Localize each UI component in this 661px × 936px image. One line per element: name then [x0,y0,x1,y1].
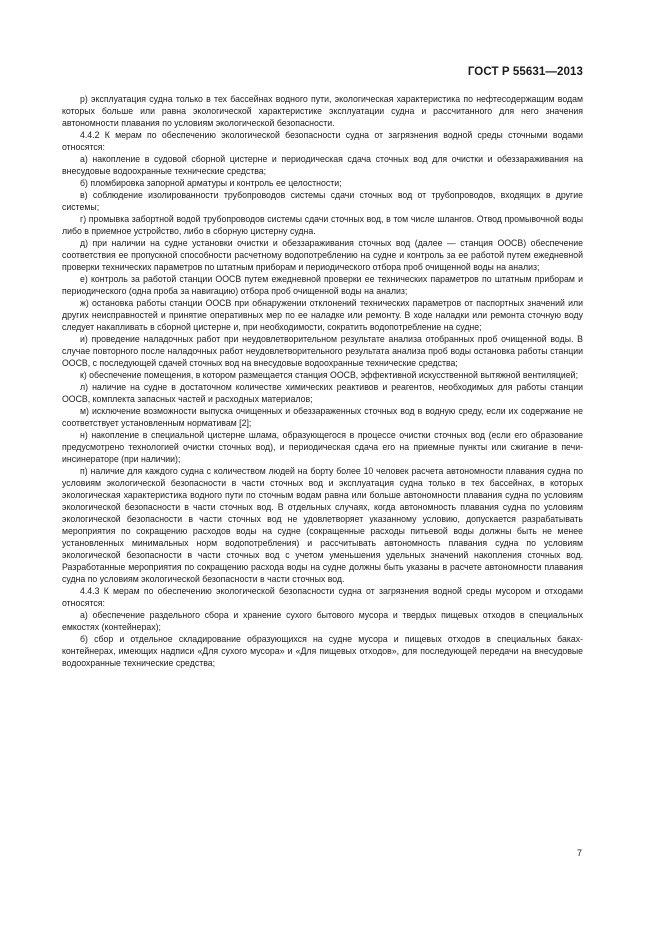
paragraph-r: р) эксплуатация судна только в тех бассейнах водного пути, экологическая характеристика по нефтесодержащим водам которых больше или равна экологической характеристике эксплуатации судна и рассчитанного для него значения автономности плавания по условиям экологической безопасности. [62,94,583,128]
page-number: 7 [576,848,582,858]
paragraph-l: л) наличие на судне в достаточном количестве химических реактивов и реагентов, необходимых для работы станции ООСВ, комплекта запасных частей и расходных материалов; [62,382,583,404]
paragraph-zh: ж) остановка работы станции ООСВ при обнаружении отклонений технических параметров от паспортных значений или других неисправностей и принятие оперативных мер по ее наладке или ремонту. В ходе наладки или ремонта сточную воду следует накапливать в сборной цистерне и, при необходимости, сократить водопотребление на судне; [62,298,583,332]
paragraph-e: е) контроль за работой станции ООСВ путем ежедневной проверки ее технических параметров по штатным приборам и периодического (одна проба за навигацию) отбора проб очищенной воды на анализ; [62,274,583,296]
paragraph-b: б) пломбировка запорной арматуры и контроль ее целостности; [80,178,342,188]
paragraph-i: и) проведение наладочных работ при неудовлетворительном результате анализа отобранных проб очищенной воды. В случае повторного после наладочных работ неудовлетворительного результата анализа проб воды остановка работы станции ООСВ, с последующей сдачей сточных вод на внесудовые водоохранные технические средства; [62,334,583,368]
paragraph-d: д) при наличии на судне установки очистки и обеззараживания сточных вод (далее — станция ООСВ) обеспечение соответствия ее пропускной способности расчетному водопотреблению на судне и контроль за ее работой путем ежедневной проверки технических параметров по штатным приборам и периодического отбора проб очищенной воды на анализ; [62,238,583,272]
paragraph-a-2: а) обеспечение раздельного сбора и хранение сухого бытового мусора и твердых пищевых отходов в специальных емкостях (контейнерах); [62,610,583,632]
document-body [62,93,583,669]
paragraph-m: м) исключение возможности выпуска очищенных и обеззараженных сточных вод в водную среду, если их содержание не соответствует установленным нормативам [2]; [62,406,583,428]
section-4-4-3-heading: 4.4.3 К мерам по обеспечению экологической безопасности судна от загрязнения водной среды мусором и отходами относятся: [62,586,583,608]
document-code: ГОСТ Р 55631—2013 [467,66,583,78]
paragraph-n: н) накопление в специальной цистерне шлама, образующегося в процессе очистки сточных вод (если его образование предусмотрено технологией очистки сточных вод), и периодическая сдача его на приемные пункты или сжигание в печи-инсинераторе (при наличии); [62,430,583,464]
paragraph-v: в) соблюдение изолированности трубопроводов системы сдачи сточных вод от трубопроводов, входящих в другие системы; [62,190,583,212]
paragraph-a: а) накопление в судовой сборной цистерне и периодическая сдача сточных вод для очистки и обеззараживания на внесудовые водоохранные технические средства; [62,154,583,176]
paragraph-p: п) наличие для каждого судна с количеством людей на борту более 10 человек расчета автономности плавания судна по условиям экологической безопасности в части сточных вод и эксплуатация судна только в тех бассейнах, в которых экологическая характеристика водного пути по сточным водам равна или больше автономности плавания судна по условиям экологической безопасности в части сточных вод. В отдельных случаях, когда автономность плавания судна по условиям экологической безопасности в части сточных вод не удовлетворяет указанному условию, допускается разрабатывать мероприятия по сокращению расходов воды на судне (сокращенные расходы питьевой воды должны быть не менее установленных минимальных норм водопотребления) и рассчитывать автономность плавания судна по условиям экологической безопасности в части сточных вод с учетом уменьшения удельных значений накопления сточных вод. Разработанные мероприятия по сокращению расхода воды на судне должны быть указаны в расчете автономности плавания судна по условиям экологической безопасности в части сточных вод. [62,466,583,584]
paragraph-b-2: б) сбор и отдельное складирование образующихся на судне мусора и пищевых отходов в специальных баках-контейнерах, имеющих надписи «Для сухого мусора» и «Для пищевых отходов», для последующей передачи на внесудовые водоохранные технические средства; [62,634,583,668]
paragraph-k: к) обеспечение помещения, в котором размещается станция ООСВ, эффективной искусственной вытяжной вентиляцией; [80,370,578,380]
paragraph-g: г) промывка забортной водой трубопроводов системы сдачи сточных вод, в том числе шлангов. Отвод промывочной воды либо в приемное устройство, либо в сборную цистерну судна. [62,214,583,236]
section-4-4-2-heading: 4.4.2 К мерам по обеспечению экологической безопасности судна от загрязнения водной среды сточными водами относятся: [62,130,583,152]
